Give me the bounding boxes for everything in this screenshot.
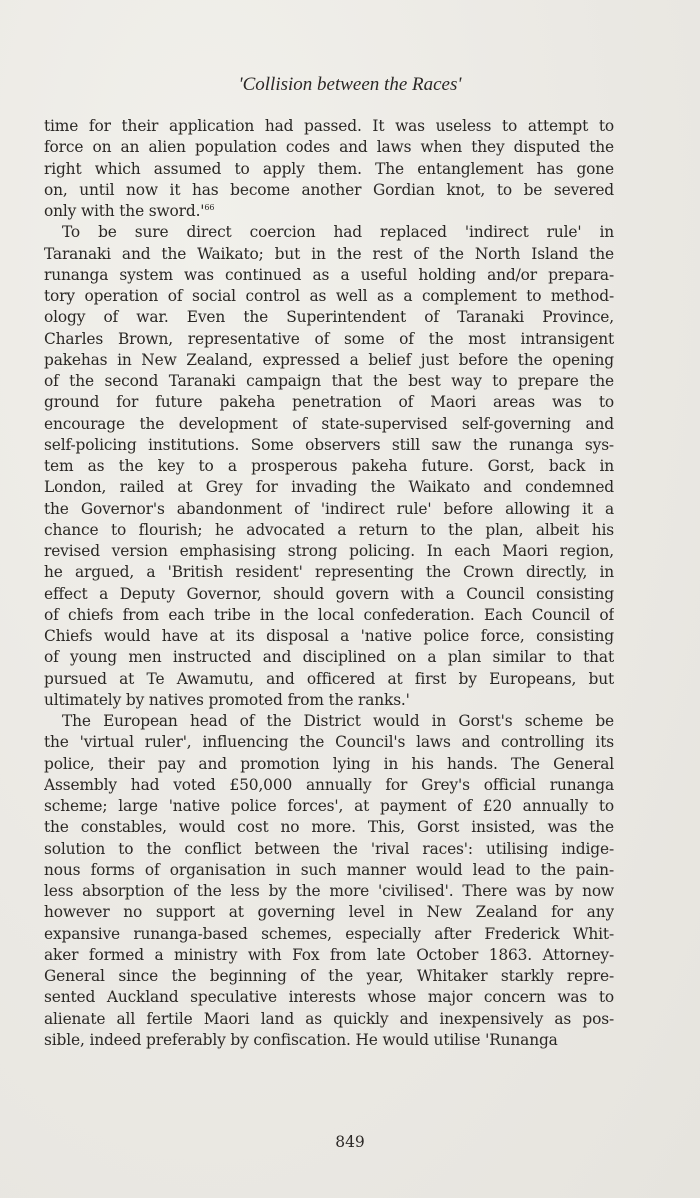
text-line-with-footnote — [44, 201, 614, 222]
text-line: on, until now it has become another Gordian knot, to be severed — [44, 180, 614, 199]
text-line: of the second Taranaki campaign that the best way to prepare the — [44, 372, 614, 390]
text-line: the constables, would cost no more. This, Gorst insisted, was the — [44, 818, 614, 837]
text-line: less absorption of the less by the more 'civilised'. There was by now — [44, 882, 614, 900]
text-line: the 'virtual ruler', influencing the Council's laws and controlling its — [44, 733, 614, 752]
text-line: solution to the conflict between the 'rival races': utilising indige- — [44, 839, 614, 858]
text-line: aker formed a ministry with Fox from late October 1863. Attorney- — [44, 945, 614, 964]
text-line: London, railed at Grey for invading the Waikato and condemned — [44, 478, 614, 497]
text-line: pursued at Te Awamutu, and officered at first by Europeans, but — [44, 669, 614, 688]
text-line: To be sure direct coercion had replaced 'indirect rule' in — [62, 223, 614, 242]
text-line: only with the sword.' — [44, 202, 205, 220]
text-line: ultimately by natives promoted from the ranks.' — [44, 690, 410, 709]
text-line: expansive runanga-based schemes, especially after Frederick Whit- — [44, 924, 614, 943]
body-text — [44, 116, 614, 1051]
paragraph — [44, 116, 614, 222]
paragraph — [44, 222, 614, 711]
text-line: right which assumed to apply them. The entanglement has gone — [44, 159, 614, 178]
text-line: General since the beginning of the year, Whitaker starkly repre- — [44, 967, 614, 985]
paragraph — [44, 711, 614, 1051]
text-line: police, their pay and promotion lying in his hands. The General — [44, 754, 614, 773]
text-line: force on an alien population codes and laws when they disputed the — [44, 138, 614, 157]
text-line: sible, indeed preferably by confiscation. He would utilise 'Runanga — [44, 1030, 558, 1049]
text-line: The European head of the District would in Gorst's scheme be — [62, 712, 614, 730]
text-line: chance to flourish; he advocated a return to the plan, albeit his — [44, 520, 614, 539]
text-line: ology of war. Even the Superintendent of Taranaki Province, — [44, 308, 614, 327]
text-line: nous forms of organisation in such manner would lead to the pain- — [44, 860, 614, 879]
text-line: sented Auckland speculative interests whose major concern was to — [44, 988, 614, 1007]
text-line: however no support at governing level in New Zealand for any — [44, 903, 614, 922]
text-line: effect a Deputy Governor, should govern with a Council consisting — [44, 584, 614, 603]
text-line: he argued, a 'British resident' representing the Crown directly, in — [44, 563, 614, 582]
text-line: Assembly had voted £50,000 annually for Grey's official runanga — [44, 775, 614, 794]
text-line: revised version emphasising strong policing. In each Maori region, — [44, 542, 614, 560]
text-line: of chiefs from each tribe in the local confederation. Each Council of — [44, 605, 614, 624]
text-line: alienate all fertile Maori land as quickly and inexpensively as pos- — [44, 1009, 614, 1028]
footnote-reference: 66 — [204, 203, 215, 212]
text-line: pakehas in New Zealand, expressed a belief just before the opening — [44, 350, 614, 369]
text-line: encourage the development of state-supervised self-governing and — [44, 414, 614, 433]
text-line: Charles Brown, representative of some of the most intransigent — [44, 329, 614, 348]
text-line: tory operation of social control as well as a complement to method- — [44, 287, 614, 305]
text-line: scheme; large 'native police forces', at payment of £20 annually to — [44, 797, 614, 815]
text-line: of young men instructed and disciplined on a plan similar to that — [44, 648, 614, 667]
text-line: ground for future pakeha penetration of Maori areas was to — [44, 393, 614, 412]
text-line: self-policing institutions. Some observers still saw the runanga sys- — [44, 435, 614, 454]
text-line: Taranaki and the Waikato; but in the rest of the North Island the — [44, 244, 614, 263]
running-head: 'Collision between the Races' — [238, 74, 462, 95]
text-line: time for their application had passed. It was useless to attempt to — [44, 117, 614, 135]
text-line: Chiefs would have at its disposal a 'native police force, consisting — [44, 627, 614, 645]
text-line: tem as the key to a prosperous pakeha future. Gorst, back in — [44, 457, 614, 475]
text-line: runanga system was continued as a useful holding and/or prepara- — [44, 265, 614, 284]
text-line: the Governor's abandonment of 'indirect rule' before allowing it a — [44, 499, 614, 518]
page-number: 849 — [335, 1133, 365, 1151]
